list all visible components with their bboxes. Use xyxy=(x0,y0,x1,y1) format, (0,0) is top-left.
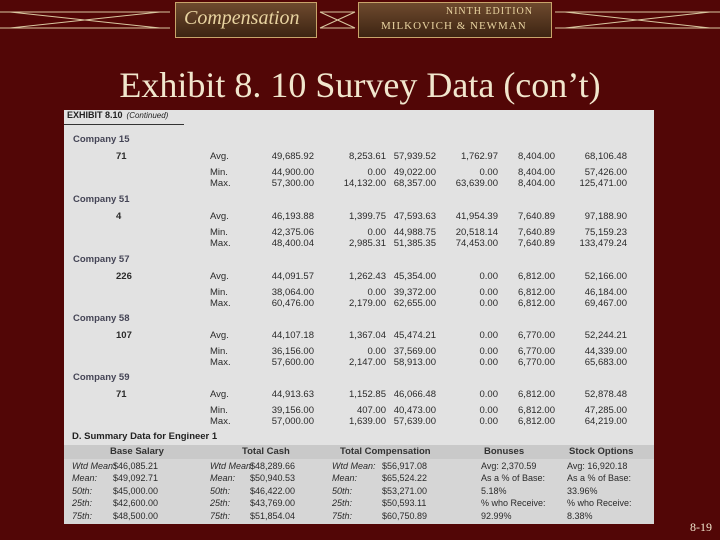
company-count: 71 xyxy=(116,151,127,162)
stat-value: 52,878.48 xyxy=(584,389,627,400)
exhibit-note: (Continued) xyxy=(126,111,169,120)
stat-value: 69,467.00 xyxy=(584,298,627,309)
exhibit-label: EXHIBIT 8.10 xyxy=(67,110,123,120)
stat-value: 60,476.00 xyxy=(271,298,314,309)
edition-plate xyxy=(358,2,552,38)
summary-cell: Wtd Mean: xyxy=(210,461,254,471)
stat-value: 63,639.00 xyxy=(455,178,498,189)
stat-value: 38,064.00 xyxy=(271,286,314,298)
summary-header-row xyxy=(64,445,654,459)
company-count: 4 xyxy=(116,211,122,222)
summary-cell: $60,750.89 xyxy=(382,510,428,521)
slide-title: Exhibit 8. 10 Survey Data (con’t) xyxy=(119,65,601,105)
stat-label: Avg. xyxy=(210,211,229,222)
company-count: 107 xyxy=(116,330,132,341)
stat-value: 7,640.89 xyxy=(518,238,555,249)
stat-value: 6,812.00 xyxy=(518,404,555,416)
summary-cell: 25th: xyxy=(332,498,353,509)
stat-value: 68,357.00 xyxy=(393,178,436,189)
summary-cell: $49,092.71 xyxy=(113,473,159,484)
summary-cell: $48,500.00 xyxy=(113,510,159,521)
summary-cell: 50th: xyxy=(332,485,353,496)
stat-value: 52,166.00 xyxy=(584,271,627,282)
summary-cell: $46,085.21 xyxy=(113,461,159,471)
stat-value: 57,426.00 xyxy=(584,166,627,178)
stat-value: 0.00 xyxy=(367,286,386,298)
stat-value: 7,640.89 xyxy=(518,226,555,238)
company-count: 226 xyxy=(116,271,132,282)
stat-value: 52,244.21 xyxy=(584,330,627,341)
company-count: 71 xyxy=(116,389,127,400)
stat-value: 44,988.75 xyxy=(393,226,436,238)
company-name: Company 51 xyxy=(73,194,130,205)
company-name: Company 57 xyxy=(73,254,130,265)
stat-value: 44,339.00 xyxy=(584,345,627,357)
stat-value: 8,404.00 xyxy=(518,151,555,162)
summary-cell: 5.18% xyxy=(481,485,507,496)
header-banner xyxy=(0,0,720,44)
summary-cell: $48,289.66 xyxy=(250,461,296,471)
summary-cell: $50,593.11 xyxy=(382,498,427,509)
summary-cell: As a % of Base: xyxy=(567,473,632,484)
stat-value: 14,132.00 xyxy=(343,178,386,189)
stat-value: 125,471.00 xyxy=(579,178,627,189)
summary-cell: Avg: 16,920.18 xyxy=(567,461,628,471)
summary-cell: $42,600.00 xyxy=(113,498,159,509)
stat-value: 1,367.04 xyxy=(349,330,386,341)
stat-value: 0.00 xyxy=(367,226,386,238)
stat-label: Min. xyxy=(210,226,228,238)
summary-header-base: Base Salary xyxy=(110,446,164,457)
summary-cell: $46,422.00 xyxy=(250,485,296,496)
stat-value: 133,479.24 xyxy=(579,238,627,249)
stat-value: 46,193.88 xyxy=(271,211,314,222)
stat-value: 6,812.00 xyxy=(518,298,555,309)
stat-value: 0.00 xyxy=(479,271,498,282)
stat-value: 58,913.00 xyxy=(393,357,436,368)
stat-value: 36,156.00 xyxy=(271,345,314,357)
stat-label: Max. xyxy=(210,416,231,427)
stat-value: 1,639.00 xyxy=(349,416,386,427)
stat-value: 0.00 xyxy=(479,298,498,309)
summary-header-comp: Total Compensation xyxy=(340,446,431,457)
stat-label: Avg. xyxy=(210,389,229,400)
summary-cell: 75th: xyxy=(332,510,353,521)
stat-value: 0.00 xyxy=(479,357,498,368)
summary-cell: 50th: xyxy=(210,485,231,496)
stat-value: 51,385.35 xyxy=(393,238,436,249)
stat-value: 1,762.97 xyxy=(461,151,498,162)
summary-cell: $53,271.00 xyxy=(382,485,428,496)
stat-label: Avg. xyxy=(210,330,229,341)
stat-label: Min. xyxy=(210,166,228,178)
authors-label: MILKOVICH & NEWMAN xyxy=(381,20,527,32)
stat-value: 44,900.00 xyxy=(271,166,314,178)
summary-cell: 8.38% xyxy=(567,510,593,521)
summary-cell: 75th: xyxy=(210,510,231,521)
stat-value: 44,091.57 xyxy=(271,271,314,282)
stat-value: 74,453.00 xyxy=(455,238,498,249)
stat-value: 45,354.00 xyxy=(393,271,436,282)
summary-cell: Mean: xyxy=(210,473,236,484)
stat-value: 0.00 xyxy=(479,404,498,416)
summary-cell: % who Receive: xyxy=(567,498,632,509)
summary-cell: Wtd Mean: xyxy=(332,461,376,471)
stat-value: 1,152.85 xyxy=(349,389,386,400)
stat-value: 57,639.00 xyxy=(393,416,436,427)
stat-label: Max. xyxy=(210,357,231,368)
stat-value: 8,404.00 xyxy=(518,178,555,189)
summary-cell: $65,524.22 xyxy=(382,473,428,484)
summary-cell: Avg: 2,370.59 xyxy=(481,461,537,471)
stat-value: 8,253.61 xyxy=(349,151,386,162)
logo-text: Compensation xyxy=(184,7,300,29)
stat-value: 0.00 xyxy=(479,166,498,178)
stat-label: Avg. xyxy=(210,271,229,282)
stat-value: 45,474.21 xyxy=(393,330,436,341)
stat-value: 0.00 xyxy=(479,345,498,357)
stat-label: Max. xyxy=(210,178,231,189)
stat-value: 6,770.00 xyxy=(518,330,555,341)
summary-cell: Mean: xyxy=(72,473,98,484)
stat-value: 1,262.43 xyxy=(349,271,386,282)
stat-value: 65,683.00 xyxy=(584,357,627,368)
company-name: Company 59 xyxy=(73,372,130,383)
book-logo xyxy=(175,2,317,38)
stat-value: 6,812.00 xyxy=(518,389,555,400)
summary-cell: 75th: xyxy=(72,510,93,521)
stat-value: 7,640.89 xyxy=(518,211,555,222)
stat-value: 20,518.14 xyxy=(455,226,498,238)
exhibit-table xyxy=(64,110,654,524)
stat-value: 47,285.00 xyxy=(584,404,627,416)
summary-body xyxy=(64,459,654,524)
stat-value: 42,375.06 xyxy=(271,226,314,238)
stat-value: 8,404.00 xyxy=(518,166,555,178)
stat-value: 6,812.00 xyxy=(518,271,555,282)
stat-value: 6,770.00 xyxy=(518,345,555,357)
stat-value: 57,000.00 xyxy=(271,416,314,427)
stat-value: 2,179.00 xyxy=(349,298,386,309)
stat-value: 64,219.00 xyxy=(584,416,627,427)
stat-value: 0.00 xyxy=(479,416,498,427)
stat-value: 6,812.00 xyxy=(518,286,555,298)
stat-value: 39,372.00 xyxy=(393,286,436,298)
stat-value: 75,159.23 xyxy=(584,226,627,238)
stat-value: 57,600.00 xyxy=(271,357,314,368)
summary-header-stock: Stock Options xyxy=(569,446,634,457)
stat-value: 46,066.48 xyxy=(393,389,436,400)
summary-title: D. Summary Data for Engineer 1 xyxy=(72,431,218,442)
stat-label: Max. xyxy=(210,238,231,249)
stat-value: 44,913.63 xyxy=(271,389,314,400)
summary-cell: $50,940.53 xyxy=(250,473,296,484)
summary-header-bonuses: Bonuses xyxy=(484,446,525,457)
summary-cell: % who Receive: xyxy=(481,498,546,509)
stat-value: 2,985.31 xyxy=(349,238,386,249)
summary-cell: 50th: xyxy=(72,485,93,496)
stat-value: 40,473.00 xyxy=(393,404,436,416)
stat-value: 0.00 xyxy=(479,389,498,400)
summary-cell: $43,769.00 xyxy=(250,498,296,509)
summary-cell: As a % of Base: xyxy=(481,473,546,484)
summary-cell: Wtd Mean: xyxy=(72,461,116,471)
summary-cell: $56,917.08 xyxy=(382,461,428,471)
summary-cell: $51,854.04 xyxy=(250,510,296,521)
summary-cell: Mean: xyxy=(332,473,358,484)
page-number: 8-19 xyxy=(690,520,712,534)
summary-cell: 25th: xyxy=(72,498,93,509)
stat-label: Min. xyxy=(210,286,228,298)
summary-cell: $45,000.00 xyxy=(113,485,159,496)
stat-value: 0.00 xyxy=(367,345,386,357)
stat-value: 97,188.90 xyxy=(584,211,627,222)
stat-value: 407.00 xyxy=(356,404,386,416)
stat-value: 0.00 xyxy=(367,166,386,178)
stat-value: 0.00 xyxy=(479,286,498,298)
stat-value: 44,107.18 xyxy=(271,330,314,341)
stat-value: 62,655.00 xyxy=(393,298,436,309)
stat-value: 49,685.92 xyxy=(271,151,314,162)
stat-value: 68,106.48 xyxy=(584,151,627,162)
summary-header-cash: Total Cash xyxy=(242,446,290,457)
stat-value: 46,184.00 xyxy=(584,286,627,298)
stat-value: 57,300.00 xyxy=(271,178,314,189)
edition-label: NINTH EDITION xyxy=(445,6,533,17)
stat-value: 39,156.00 xyxy=(271,404,314,416)
stat-value: 49,022.00 xyxy=(393,166,436,178)
stat-value: 48,400.04 xyxy=(271,238,314,249)
company-name: Company 15 xyxy=(73,134,130,145)
stat-label: Min. xyxy=(210,404,228,416)
summary-cell: 25th: xyxy=(210,498,231,509)
stat-label: Avg. xyxy=(210,151,229,162)
stat-value: 1,399.75 xyxy=(349,211,386,222)
summary-cell: 33.96% xyxy=(567,485,598,496)
stat-value: 6,812.00 xyxy=(518,416,555,427)
stat-value: 47,593.63 xyxy=(393,211,436,222)
stat-value: 6,770.00 xyxy=(518,357,555,368)
stat-label: Max. xyxy=(210,298,231,309)
stat-value: 57,939.52 xyxy=(393,151,436,162)
stat-value: 41,954.39 xyxy=(455,211,498,222)
stat-label: Min. xyxy=(210,345,228,357)
stat-value: 2,147.00 xyxy=(349,357,386,368)
summary-cell: 92.99% xyxy=(481,510,512,521)
company-name: Company 58 xyxy=(73,313,130,324)
stat-value: 37,569.00 xyxy=(393,345,436,357)
stat-value: 0.00 xyxy=(479,330,498,341)
